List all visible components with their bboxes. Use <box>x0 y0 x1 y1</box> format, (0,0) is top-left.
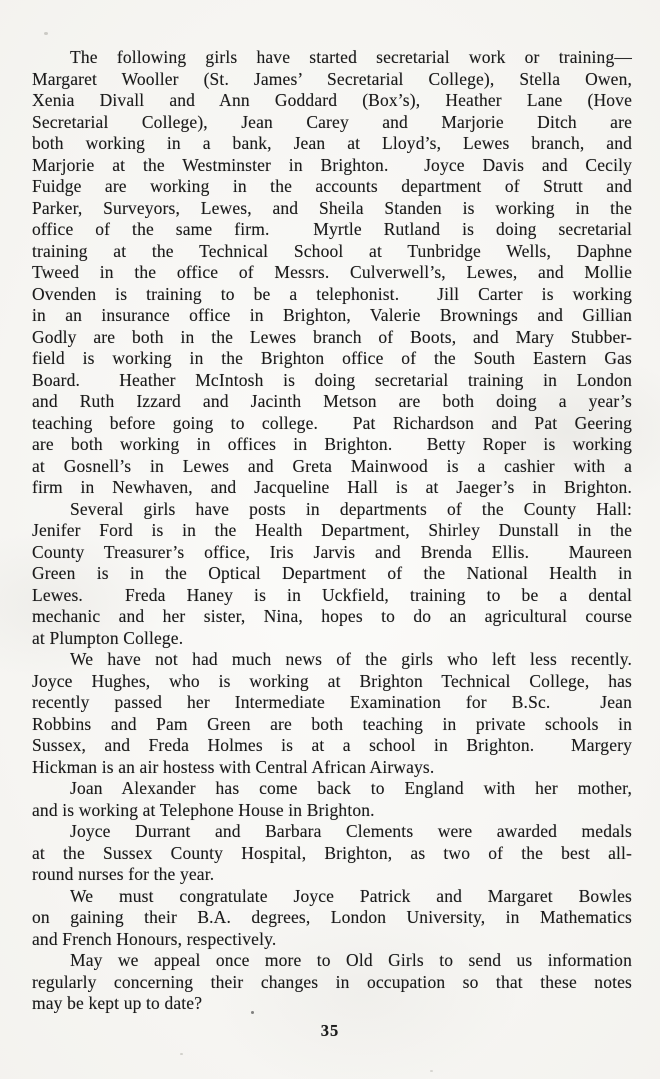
text-line: both working in a bank, Jean at Lloyd’s, Lewes branch, and <box>32 133 632 153</box>
text-line: Jenifer Ford is in the Health Department, Shirley Dunstall in the <box>32 520 632 540</box>
text-paragraph <box>32 950 632 1015</box>
text-line: firm in Newhaven, and Jacqueline Hall is at Jaeger’s in Brighton. <box>32 477 632 497</box>
text-line: May we appeal once more to Old Girls to send us information <box>70 950 632 970</box>
text-line: Joyce Hughes, who is working at Brighton Technical College, has <box>32 670 632 691</box>
scan-artifact-speck <box>251 1011 254 1014</box>
text-line: on gaining their B.A. degrees, London University, in Mathematics <box>32 907 632 927</box>
text-line: and Ruth Izzard and Jacinth Metson are both doing a year’s <box>32 391 632 411</box>
page-number: 35 <box>320 1021 340 1040</box>
text-line: round nurses for the year. <box>32 864 215 884</box>
text-line: field is working in the Brighton office of the South Eastern Gas <box>32 348 632 368</box>
text-line: office of the same firm. Myrtle Rutland is doing secretarial <box>32 219 632 239</box>
text-line: at Gosnell’s in Lewes and Greta Mainwood is a cashier with a <box>32 455 632 476</box>
text-line: training at the Technical School at Tunbridge Wells, Daphne <box>32 240 632 261</box>
text-line: Secretarial College), Jean Carey and Marjorie Ditch are <box>32 111 632 132</box>
article-text <box>32 47 632 1015</box>
text-line: are both working in offices in Brighton. Betty Roper is working <box>32 434 632 454</box>
text-line: Lewes. Freda Haney is in Uckfield, training to be a dental <box>32 584 632 605</box>
text-line: teaching before going to college. Pat Richardson and Pat Geering <box>32 412 632 433</box>
text-line: We must congratulate Joyce Patrick and Margaret Bowles <box>70 885 632 906</box>
text-line: recently passed her Intermediate Examination for B.Sc. Jean <box>32 692 632 712</box>
text-line: in an insurance office in Brighton, Valerie Brownings and Gillian <box>32 305 632 325</box>
text-line: at Plumpton College. <box>32 627 184 648</box>
text-line: Fuidge are working in the accounts department of Strutt and <box>32 176 632 196</box>
scan-artifact-speck <box>430 1070 433 1072</box>
scan-artifact-speck <box>44 32 48 35</box>
text-paragraph <box>32 778 632 821</box>
text-paragraph <box>32 886 632 951</box>
text-paragraph <box>32 649 632 778</box>
text-line: Several girls have posts in departments of the County Hall: <box>70 498 632 519</box>
text-line: County Treasurer’s office, Iris Jarvis and Brenda Ellis. Maureen <box>32 541 632 562</box>
text-line: Hickman is an air hostess with Central African Airways. <box>32 756 435 777</box>
text-line: at the Sussex County Hospital, Brighton, as two of the best all- <box>32 842 632 863</box>
text-line: Godly are both in the Lewes branch of Boots, and Mary Stubber- <box>32 326 632 347</box>
text-line: We have not had much news of the girls who left less recently. <box>70 649 632 669</box>
text-line: Xenia Divall and Ann Goddard (Box’s), Heather Lane (Hove <box>32 90 632 110</box>
text-line: Joyce Durrant and Barbara Clements were awarded medals <box>70 821 632 841</box>
text-paragraph <box>32 499 632 650</box>
text-line: Margaret Wooller (St. James’ Secretarial College), Stella Owen, <box>32 68 632 89</box>
text-line: Sussex, and Freda Holmes is at a school in Brighton. Margery <box>32 735 632 755</box>
text-line: Board. Heather McIntosh is doing secretarial training in London <box>32 369 632 390</box>
text-line: and French Honours, respectively. <box>32 928 277 949</box>
text-line: Marjorie at the Westminster in Brighton. Joyce Davis and Cecily <box>32 154 632 175</box>
text-paragraph <box>32 821 632 886</box>
scan-artifact-speck <box>180 1053 183 1055</box>
text-line: mechanic and her sister, Nina, hopes to do an agricultural course <box>32 606 632 626</box>
text-line: Joan Alexander has come back to England with her mother, <box>70 778 632 798</box>
text-line: Tweed in the office of Messrs. Culverwell’s, Lewes, and Mollie <box>32 262 632 282</box>
text-line: Robbins and Pam Green are both teaching in private schools in <box>32 713 632 734</box>
text-line: may be kept up to date? <box>32 993 203 1013</box>
text-line: Ovenden is training to be a telephonist. Jill Carter is working <box>32 283 632 304</box>
text-line: regularly concerning their changes in occupation so that these notes <box>32 971 632 992</box>
text-line: and is working at Telephone House in Brighton. <box>32 799 375 820</box>
text-line: Green is in the Optical Department of the National Health in <box>32 563 632 583</box>
text-paragraph <box>32 47 632 499</box>
text-line: The following girls have started secretarial work or training— <box>70 47 632 67</box>
text-line: Parker, Surveyors, Lewes, and Sheila Standen is working in the <box>32 197 632 218</box>
